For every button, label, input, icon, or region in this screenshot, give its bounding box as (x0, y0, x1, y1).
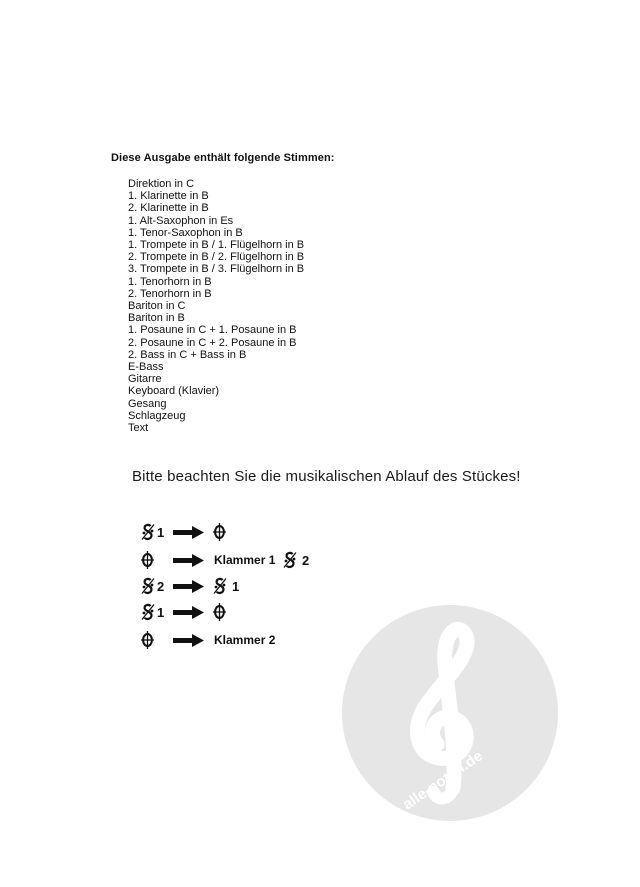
row-from (140, 602, 164, 622)
part-item: 2. Klarinette in B (128, 202, 209, 215)
arrow-right-icon (173, 634, 204, 647)
coda-icon (140, 550, 155, 570)
arrow-right-icon (173, 606, 204, 619)
part-item: Gesang (128, 397, 167, 410)
part-item: 1. Klarinette in B (128, 190, 209, 203)
part-item: Keyboard (Klavier) (128, 385, 220, 398)
row-from (140, 576, 164, 596)
row-to (212, 576, 239, 596)
part-item: E-Bass (128, 361, 164, 374)
roadmap-row (0, 550, 640, 570)
part-item: 1. Trompete in B / 1. Flügelhorn in B (128, 239, 305, 252)
arrow-right-icon (173, 526, 204, 539)
segno-number: 2 (302, 552, 310, 568)
part-item: 3. Trompete in B / 3. Flügelhorn in B (128, 263, 305, 276)
bracket-label: Klammer 1 (214, 553, 276, 567)
part-item: 1. Tenorhorn in B (128, 275, 212, 288)
segno-icon (212, 576, 228, 596)
part-item: Direktion in C (128, 178, 195, 190)
part-list (128, 178, 304, 434)
segno-number: 1 (232, 578, 240, 594)
segno-icon (140, 522, 156, 542)
part-item: 2. Posaune in C + 2. Posaune in B (128, 336, 297, 349)
row-after (282, 550, 309, 570)
roadmap-notice: Bitte beachten Sie die musikalischen Ablauf des Stückes! (132, 468, 521, 485)
part-item: 1. Tenor-Saxophon in B (128, 226, 243, 239)
coda-icon (212, 602, 227, 622)
segno-icon (140, 602, 156, 622)
part-item: 2. Trompete in B / 2. Flügelhorn in B (128, 251, 305, 264)
arrow-right-icon (173, 580, 204, 593)
coda-icon (140, 630, 155, 650)
row-to (212, 602, 227, 622)
segno-number: 1 (157, 524, 165, 540)
bracket-label: Klammer 2 (214, 633, 276, 647)
segno-number: 1 (157, 604, 165, 620)
part-item: 2. Bass in C + Bass in B (128, 348, 247, 361)
arrow-right-icon (173, 554, 204, 567)
part-item: 1. Posaune in C + 1. Posaune in B (128, 324, 297, 337)
part-item: Schlagzeug (128, 409, 186, 422)
part-item: Bariton in B (128, 312, 185, 325)
part-item: 2. Tenorhorn in B (128, 287, 212, 300)
watermark-text: alle-noten.de (399, 747, 486, 814)
part-item: 1. Alt-Saxophon in Es (128, 214, 234, 227)
part-item: Bariton in C (128, 300, 186, 313)
row-from (140, 522, 164, 542)
segno-number: 2 (157, 578, 165, 594)
segno-icon (140, 576, 156, 596)
part-item: Text (128, 422, 149, 435)
part-item: Gitarre (128, 373, 162, 386)
roadmap-row (0, 576, 640, 596)
coda-icon (212, 522, 227, 542)
row-to (212, 522, 228, 542)
row-from (140, 630, 155, 650)
segno-icon (282, 550, 298, 570)
part-list-heading: Diese Ausgabe enthält folgende Stimmen: (111, 152, 335, 164)
roadmap-row (0, 522, 640, 542)
watermark-logo (341, 604, 559, 822)
row-from (140, 550, 155, 570)
